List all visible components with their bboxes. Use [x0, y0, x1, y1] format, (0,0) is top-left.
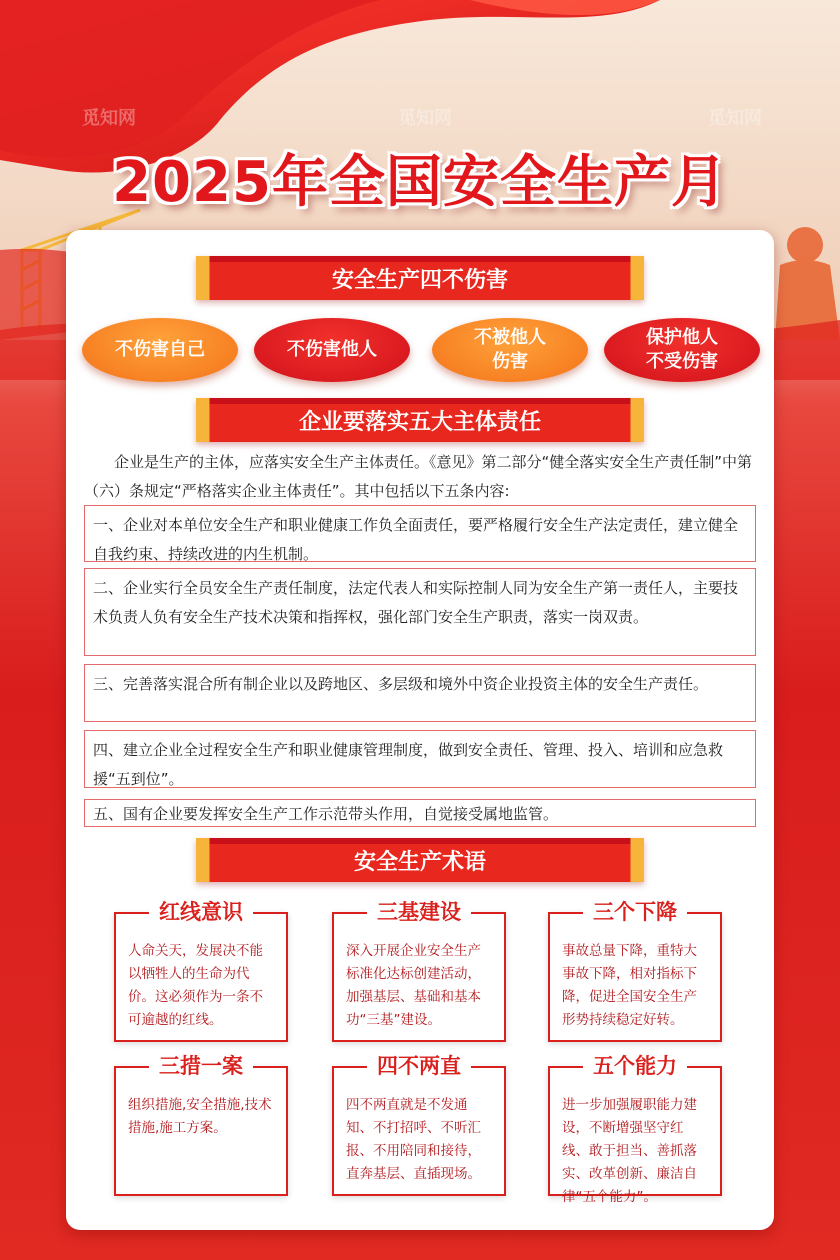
term-body: 深入开展企业安全生产标准化达标创建活动，加强基层、基础和基本功“三基”建设。 — [346, 943, 481, 1028]
harm-pill — [432, 318, 588, 382]
term-title: 五个能力 — [583, 1052, 687, 1080]
term-card — [332, 900, 506, 1042]
responsibility-item: 一、企业对本单位安全生产和职业健康工作负全面责任，要严格履行安全生产法定责任，建立健全自我约束、持续改进的内生机制。 — [84, 505, 756, 562]
responsibility-item: 五、国有企业要发挥安全生产工作示范带头作用，自觉接受属地监管。 — [84, 799, 756, 827]
term-body: 进一步加强履职能力建设，不断增强坚守红线、敢于担当、善抓落实、改革创新、廉洁自律“五个能力”。 — [562, 1097, 697, 1205]
section-heading-five-responsibilities: 企业要落实五大主体责任 — [196, 398, 644, 442]
responsibility-item: 二、企业实行全员安全生产责任制度，法定代表人和实际控制人同为安全生产第一责任人，主要技术负责人负有安全生产技术决策和指挥权，强化部门安全生产职责，落实一岗双责。 — [84, 568, 756, 656]
term-body: 人命关天，发展决不能以牺牲人的生命为代价。这必须作为一条不可逾越的红线。 — [128, 943, 263, 1028]
harm-pill-label: 不伤害他人 — [287, 339, 377, 360]
term-body: 组织措施,安全措施,技术措施,施工方案。 — [128, 1097, 272, 1136]
term-card — [114, 900, 288, 1042]
term-title: 三基建设 — [367, 898, 471, 926]
harm-pill-label: 不被他人 伤害 — [474, 327, 546, 372]
section-heading-terms: 安全生产术语 — [196, 838, 644, 882]
term-card — [114, 1054, 288, 1196]
term-title: 三个下降 — [583, 898, 687, 926]
harm-pill — [604, 318, 760, 382]
term-card — [548, 1054, 722, 1205]
responsibility-intro: 企业是生产的主体，应落实安全生产主体责任。《意见》第二部分“健全落实安全生产责任制”中第（六）条规定“严格落实企业主体责任”。其中包括以下五条内容: — [84, 453, 753, 500]
term-card — [548, 900, 722, 1042]
section-heading-four-no-harm: 安全生产四不伤害 — [196, 256, 644, 300]
term-body: 四不两直就是不发通知、不打招呼、不听汇报、不用陪同和接待，直奔基层、直插现场。 — [346, 1097, 481, 1182]
harm-pill-label: 保护他人 不受伤害 — [646, 327, 718, 372]
page-title: 2025年全国安全生产月 — [112, 150, 728, 215]
responsibility-item: 四、建立企业全过程安全生产和职业健康管理制度，做到安全责任、管理、投入、培训和应急救援“五到位”。 — [84, 730, 756, 788]
term-card — [332, 1054, 506, 1196]
harm-pill-label: 不伤害自己 — [115, 339, 205, 360]
term-title: 三措一案 — [149, 1052, 253, 1080]
watermark: 觅知网 — [708, 108, 762, 129]
term-title: 四不两直 — [367, 1052, 471, 1080]
watermark: 觅知网 — [398, 108, 452, 129]
responsibility-item: 三、完善落实混合所有制企业以及跨地区、多层级和境外中资企业投资主体的安全生产责任。 — [84, 664, 756, 722]
term-title: 红线意识 — [149, 898, 253, 926]
harm-pill — [82, 318, 238, 382]
watermark: 觅知网 — [82, 108, 136, 129]
term-body: 事故总量下降，重特大事故下降，相对指标下降，促进全国安全生产形势持续稳定好转。 — [562, 943, 697, 1028]
harm-pill — [254, 318, 410, 382]
